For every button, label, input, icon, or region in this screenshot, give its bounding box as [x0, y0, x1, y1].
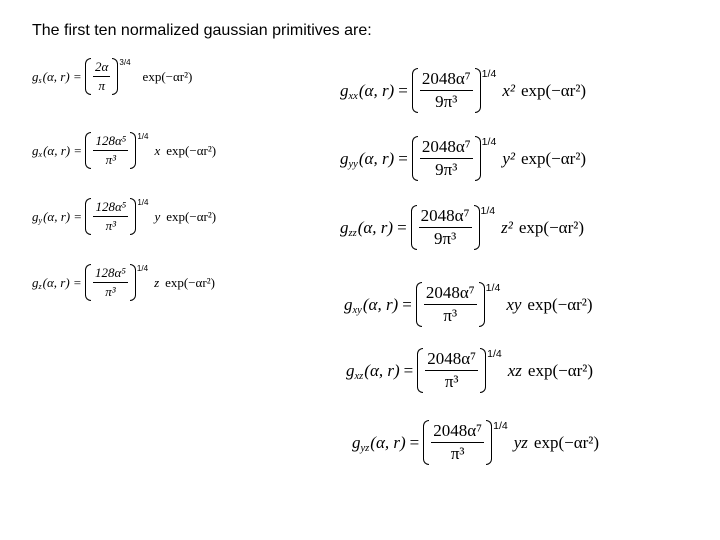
equation-gxz: g xz (α, r) = $\frac{\text{2048α⁷}}{\text{π³}}$ 1/4 xz exp(−αr²): [346, 348, 594, 391]
heading: The first ten normalized gaussian primitives are:: [32, 22, 372, 39]
equation-subscript: z: [38, 282, 42, 292]
equation-gxx: g xx (α, r) = $\frac{\text{2048α⁷}}{\text{9π³}}$ 1/4 x² exp(−αr²): [340, 68, 587, 111]
equation-gy: g y (α, r) = $\frac{\text{128α⁵}}{\text{π³}}$ 1/4 y exp(−αr²): [32, 198, 217, 233]
bracket: [85, 132, 136, 169]
equation-subscript: zz: [348, 228, 357, 240]
fraction: [90, 198, 131, 235]
polynomial-factor: yz: [513, 432, 528, 452]
equation-gzz: g zz (α, r) = $\frac{\text{2048α⁷}}{\text{9π³}}$ 1/4 z² exp(−αr²): [340, 205, 584, 248]
equation-subscript: x: [38, 150, 43, 160]
polynomial-factor: x²: [502, 80, 515, 100]
equals-sign: =: [73, 68, 82, 84]
denominator: π³: [450, 444, 465, 463]
denominator: 9π³: [434, 229, 457, 248]
fraction: [416, 205, 475, 250]
equation-gyy: g yy (α, r) = $\frac{\text{2048α⁷}}{\text{9π³}}$ 1/4 y² exp(−αr²): [340, 136, 587, 179]
exponent: 1/4: [493, 420, 508, 432]
numerator: 128α⁵: [93, 133, 128, 151]
exp-term: exp(−αr²): [533, 432, 600, 452]
exp-term: exp(−αr²): [166, 208, 217, 224]
denominator: π³: [443, 306, 458, 325]
numerator: 2048α⁷: [424, 283, 477, 305]
fraction: [90, 58, 113, 95]
equation-args: (α, r): [364, 360, 400, 380]
bracket: [423, 420, 492, 465]
numerator: 2α: [93, 59, 110, 77]
equals-sign: =: [403, 360, 414, 380]
polynomial-factor: x: [154, 142, 161, 158]
numerator: 2048α⁷: [419, 206, 472, 228]
denominator: 9π³: [435, 92, 458, 111]
equation-args: (α, r): [43, 142, 71, 158]
equation-subscript: xy: [352, 305, 362, 317]
equals-sign: =: [397, 217, 407, 237]
exp-term: exp(−αr²): [142, 68, 193, 84]
equals-sign: =: [73, 274, 82, 290]
equation-gyz: g yz (α, r) = $\frac{\text{2048α⁷}}{\text{π³}}$ 1/4 yz exp(−αr²): [352, 420, 600, 463]
fraction: [428, 420, 487, 465]
exp-term: exp(−αr²): [520, 80, 587, 100]
equation-subscript: yy: [348, 159, 358, 171]
denominator: π³: [105, 152, 117, 167]
fraction: [90, 264, 131, 301]
fraction: [90, 132, 131, 169]
polynomial-factor: z: [154, 274, 160, 290]
bracket: [412, 68, 481, 113]
exponent: 3/4: [119, 58, 131, 67]
equation-gs: g s (α, r) = $\frac{2\alpha}{\pi}$ 3/4 exp(−αr²): [32, 58, 193, 93]
equation-gxy: g xy (α, r) = $\frac{\text{2048α⁷}}{\text{π³}}$ 1/4 xy exp(−αr²): [344, 282, 593, 325]
exponent: 1/4: [487, 348, 502, 360]
exponent: 1/4: [137, 198, 149, 207]
equals-sign: =: [409, 432, 420, 452]
exp-term: exp(−αr²): [166, 142, 217, 158]
exponent: 1/4: [485, 282, 501, 294]
exponent: 1/4: [480, 205, 496, 217]
bracket: [416, 282, 485, 327]
denominator: 9π³: [435, 160, 458, 179]
exponent: 1/4: [481, 68, 497, 80]
fraction: [422, 348, 481, 393]
fraction: [417, 136, 476, 181]
polynomial-factor: y²: [502, 148, 515, 168]
exp-term: exp(−αr²): [165, 274, 215, 290]
numerator: 2048α⁷: [420, 137, 473, 159]
numerator: 2048α⁷: [425, 349, 478, 371]
bracket: [412, 136, 481, 181]
polynomial-factor: z²: [501, 217, 513, 237]
equation-args: (α, r): [42, 68, 70, 84]
equation-subscript: xz: [354, 371, 364, 383]
denominator: π³: [444, 372, 459, 391]
equation-gx: g x (α, r) = $\frac{\text{128α⁵}}{\text{π³}}$ 1/4 x exp(−αr²): [32, 132, 217, 167]
denominator: π³: [105, 284, 116, 299]
equation-subscript: y: [38, 216, 43, 226]
fraction: [421, 282, 480, 327]
equals-sign: =: [398, 80, 408, 100]
equals-sign: =: [398, 148, 408, 168]
numerator: 2048α⁷: [431, 421, 484, 443]
equation-args: (α, r): [362, 294, 399, 314]
fraction: [417, 68, 476, 113]
equation-args: (α, r): [43, 208, 71, 224]
exp-term: exp(−αr²): [527, 294, 593, 314]
equation-subscript: xx: [348, 91, 358, 103]
denominator: π³: [105, 218, 117, 233]
equals-sign: =: [74, 142, 82, 158]
numerator: 2048α⁷: [420, 69, 473, 91]
equation-args: (α, r): [42, 274, 70, 290]
exp-term: exp(−αr²): [520, 148, 587, 168]
equation-subscript: yz: [360, 443, 370, 455]
equation-args: (α, r): [358, 148, 395, 168]
bracket: [85, 58, 118, 95]
exponent: 1/4: [136, 264, 149, 273]
exp-term: exp(−αr²): [518, 217, 584, 237]
equals-sign: =: [74, 208, 82, 224]
equals-sign: =: [402, 294, 412, 314]
exponent: 1/4: [137, 132, 149, 141]
equation-args: (α, r): [358, 80, 395, 100]
equation-args: (α, r): [370, 432, 406, 452]
bracket: [85, 198, 136, 235]
equation-subscript: s: [38, 76, 42, 86]
denominator: π: [98, 78, 105, 93]
numerator: 128α⁵: [93, 199, 128, 217]
exp-term: exp(−αr²): [527, 360, 594, 380]
equation-gz: g z (α, r) = $\frac{\text{128α⁵}}{\text{π³}}$ 1/4 z exp(−αr²): [32, 264, 215, 299]
bracket: [85, 264, 136, 301]
bracket: [411, 205, 480, 250]
equation-args: (α, r): [357, 217, 394, 237]
exponent: 1/4: [481, 136, 497, 148]
numerator: 128α⁵: [93, 265, 128, 283]
polynomial-factor: y: [154, 208, 161, 224]
bracket: [417, 348, 486, 393]
polynomial-factor: xy: [506, 294, 522, 314]
polynomial-factor: xz: [507, 360, 522, 380]
